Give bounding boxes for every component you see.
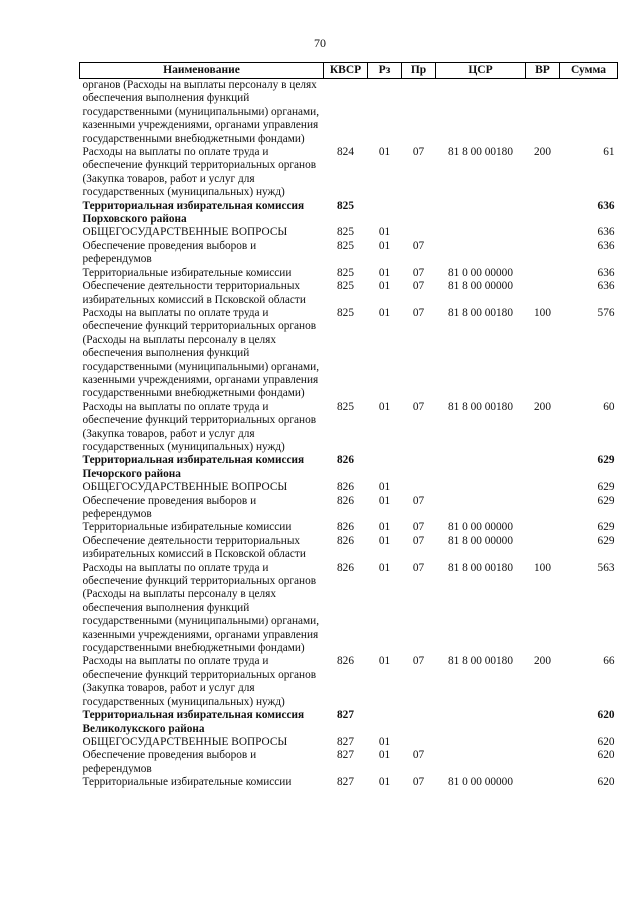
- cell-rz: 01: [378, 146, 391, 159]
- cell-kvsr: 827: [337, 709, 354, 722]
- cell-csr: 81 0 00 00000: [448, 266, 513, 279]
- table-row-commission: [80, 709, 618, 736]
- cell-name: Расходы на выплаты по оплате труда и обеспечение функций территориальных органов (Расходы на выплаты персоналу в целях обеспечения выполнения функций государственными (муниципальными) органами, казенными учреждениями, органами управления государственными внебюджетными фондами): [82, 306, 320, 400]
- cell-kvsr: 827: [337, 749, 354, 762]
- cell-vr: [526, 454, 560, 481]
- cell-sum: 629: [597, 534, 615, 547]
- cell-sum: 66: [603, 655, 615, 668]
- cell-pr: 07: [412, 306, 425, 319]
- cell-pr: 07: [412, 521, 425, 534]
- cell-vr: [526, 481, 560, 494]
- cell-vr: [526, 709, 560, 736]
- cell-csr: 81 8 00 00180: [448, 146, 513, 159]
- cell-vr: 200: [534, 146, 551, 159]
- header-csr: ЦСР: [436, 63, 526, 79]
- cell-name: Расходы на выплаты по оплате труда и обеспечение функций территориальных органов (Закупка товаров, работ и услуг для государственных (муниципальных) нужд): [82, 655, 317, 708]
- cell-csr: [436, 495, 526, 522]
- cell-kvsr: 825: [337, 280, 354, 293]
- cell-rz: 01: [378, 494, 391, 507]
- cell-sum: 629: [597, 454, 615, 467]
- table-row: [80, 535, 618, 562]
- cell-pr: [402, 454, 436, 481]
- cell-vr: [526, 736, 560, 749]
- cell-sum: 629: [597, 494, 615, 507]
- cell-kvsr: 826: [337, 655, 354, 668]
- cell-csr: 81 0 00 00000: [448, 776, 513, 789]
- budget-table-container: [79, 62, 617, 790]
- cell-sum: 636: [597, 266, 615, 279]
- cell-vr: 200: [534, 655, 551, 668]
- cell-pr: [402, 200, 436, 227]
- cell-kvsr: 827: [337, 735, 354, 748]
- cell-rz: 01: [378, 735, 391, 748]
- header-pr: Пр: [402, 63, 436, 79]
- cell-csr: [436, 226, 526, 239]
- cell-sum: 620: [597, 749, 615, 762]
- cell-pr: [402, 736, 436, 749]
- table-row: [80, 776, 618, 789]
- cell-sum: 620: [597, 709, 615, 722]
- cell-sum: 636: [597, 280, 615, 293]
- header-rz: Рз: [368, 63, 402, 79]
- table-row-commission: [80, 200, 618, 227]
- cell-name: Территориальные избирательные комиссии: [82, 266, 292, 279]
- cell-sum: 636: [597, 239, 615, 252]
- cell-pr: 07: [412, 266, 425, 279]
- cell-name: ОБЩЕГОСУДАРСТВЕННЫЕ ВОПРОСЫ: [82, 481, 288, 494]
- cell-csr: 81 8 00 00180: [448, 561, 513, 574]
- cell-rz: [368, 709, 402, 736]
- cell-name: Обеспечение проведения выборов и референдумов: [82, 749, 257, 775]
- cell-pr: [402, 709, 436, 736]
- table-row: [80, 146, 618, 200]
- table-row: [80, 79, 618, 147]
- cell-pr: 07: [412, 749, 425, 762]
- cell-vr: [526, 521, 560, 534]
- header-sum: Сумма: [560, 63, 618, 79]
- header-vr: ВР: [526, 63, 560, 79]
- cell-kvsr: 827: [337, 776, 354, 789]
- cell-kvsr: 826: [337, 521, 354, 534]
- cell-vr: [526, 280, 560, 307]
- cell-csr: [436, 240, 526, 267]
- cell-rz: 01: [378, 239, 391, 252]
- cell-csr: [436, 454, 526, 481]
- cell-pr: [402, 481, 436, 494]
- cell-sum: [560, 79, 618, 147]
- cell-name: Территориальная избирательная комиссия Печорского района: [82, 454, 305, 480]
- header-kvsr: КВСР: [324, 63, 368, 79]
- cell-vr: [526, 240, 560, 267]
- page-number: 70: [314, 36, 326, 50]
- cell-csr: 81 8 00 00180: [448, 306, 513, 319]
- cell-csr: 81 8 00 00180: [448, 400, 513, 413]
- cell-name: Обеспечение деятельности территориальных избирательных комиссий в Псковской области: [82, 280, 306, 306]
- header-name: Наименование: [80, 63, 324, 79]
- cell-vr: [526, 495, 560, 522]
- cell-kvsr: 826: [337, 481, 354, 494]
- cell-rz: 01: [378, 266, 391, 279]
- cell-rz: 01: [378, 280, 391, 293]
- budget-table: [79, 62, 618, 790]
- table-row: [80, 280, 618, 307]
- cell-name: Расходы на выплаты по оплате труда и обеспечение функций территориальных органов (Закупка товаров, работ и услуг для государственных (муниципальных) нужд): [82, 146, 317, 199]
- cell-kvsr: [324, 79, 368, 147]
- table-row: [80, 481, 618, 494]
- cell-csr: [436, 749, 526, 776]
- cell-vr: [526, 267, 560, 280]
- table-row-commission: [80, 454, 618, 481]
- cell-vr: 100: [534, 561, 551, 574]
- cell-rz: 01: [378, 655, 391, 668]
- cell-csr: [436, 200, 526, 227]
- cell-sum: 636: [597, 199, 615, 212]
- cell-vr: [526, 776, 560, 789]
- header-row: [80, 63, 618, 79]
- cell-kvsr: 825: [337, 199, 354, 212]
- cell-name: Расходы на выплаты по оплате труда и обеспечение функций территориальных органов (Расходы на выплаты персоналу в целях обеспечения выполнения функций государственными (муниципальными) органами, казенными учреждениями, органами управления государственными внебюджетными фондами): [82, 561, 320, 655]
- cell-vr: 200: [534, 400, 551, 413]
- cell-pr: [402, 226, 436, 239]
- cell-kvsr: 826: [337, 561, 354, 574]
- cell-name: Территориальная избирательная комиссия Великолукского района: [82, 709, 305, 735]
- cell-csr: [436, 79, 526, 147]
- cell-kvsr: 825: [337, 306, 354, 319]
- cell-rz: 01: [378, 534, 391, 547]
- cell-name: Территориальные избирательные комиссии: [82, 521, 292, 534]
- cell-kvsr: 826: [337, 534, 354, 547]
- cell-rz: [368, 454, 402, 481]
- cell-csr: [436, 481, 526, 494]
- cell-sum: 60: [603, 400, 615, 413]
- table-row: [80, 521, 618, 534]
- cell-pr: 07: [412, 280, 425, 293]
- cell-vr: [526, 749, 560, 776]
- table-row: [80, 655, 618, 709]
- cell-name: Обеспечение проведения выборов и референдумов: [82, 239, 257, 266]
- table-row: [80, 749, 618, 776]
- cell-pr: 07: [412, 534, 425, 547]
- cell-sum: 629: [597, 481, 615, 494]
- table-row: [80, 736, 618, 749]
- cell-rz: 01: [378, 481, 391, 494]
- cell-sum: 629: [597, 521, 615, 534]
- cell-sum: 61: [603, 146, 615, 159]
- cell-rz: 01: [378, 776, 391, 789]
- cell-pr: 07: [412, 655, 425, 668]
- cell-sum: 563: [597, 561, 615, 574]
- table-row: [80, 240, 618, 267]
- cell-rz: [368, 200, 402, 227]
- cell-kvsr: 825: [337, 226, 354, 239]
- cell-kvsr: 825: [337, 266, 354, 279]
- cell-sum: 620: [597, 735, 615, 748]
- cell-vr: 100: [534, 306, 551, 319]
- cell-kvsr: 824: [337, 146, 354, 159]
- cell-csr: [436, 709, 526, 736]
- cell-pr: 07: [412, 776, 425, 789]
- cell-name: Расходы на выплаты по оплате труда и обеспечение функций территориальных органов (Закупка товаров, работ и услуг для государственных (муниципальных) нужд): [82, 400, 317, 453]
- table-row: [80, 226, 618, 239]
- cell-kvsr: 825: [337, 239, 354, 252]
- cell-name: Территориальная избирательная комиссия Порховского района: [82, 199, 305, 226]
- cell-sum: 636: [597, 226, 615, 239]
- cell-rz: 01: [378, 561, 391, 574]
- cell-pr: 07: [412, 494, 425, 507]
- cell-vr: [526, 226, 560, 239]
- cell-rz: 01: [378, 400, 391, 413]
- table-row: [80, 267, 618, 280]
- cell-name: Территориальные избирательные комиссии: [82, 776, 292, 789]
- cell-rz: 01: [378, 749, 391, 762]
- cell-csr: 81 8 00 00000: [448, 534, 513, 547]
- cell-name: Обеспечение деятельности территориальных избирательных комиссий в Псковской области: [82, 534, 306, 561]
- cell-pr: 07: [412, 239, 425, 252]
- cell-pr: 07: [412, 561, 425, 574]
- cell-kvsr: 826: [337, 494, 354, 507]
- cell-kvsr: 825: [337, 400, 354, 413]
- table-row: [80, 495, 618, 522]
- cell-rz: 01: [378, 521, 391, 534]
- cell-sum: 620: [597, 776, 615, 789]
- table-row: [80, 307, 618, 401]
- table-body: [80, 79, 618, 790]
- cell-csr: 81 0 00 00000: [448, 521, 513, 534]
- cell-csr: [436, 736, 526, 749]
- table-row: [80, 401, 618, 455]
- cell-name: ОБЩЕГОСУДАРСТВЕННЫЕ ВОПРОСЫ: [82, 735, 288, 748]
- cell-vr: [526, 535, 560, 562]
- cell-pr: [402, 79, 436, 147]
- cell-rz: [368, 79, 402, 147]
- cell-name: Обеспечение проведения выборов и референдумов: [82, 494, 257, 520]
- cell-name: ОБЩЕГОСУДАРСТВЕННЫЕ ВОПРОСЫ: [82, 226, 288, 239]
- cell-csr: 81 8 00 00000: [448, 280, 513, 293]
- table-row: [80, 562, 618, 656]
- cell-rz: 01: [378, 226, 391, 239]
- cell-sum: 576: [597, 306, 615, 319]
- cell-csr: 81 8 00 00180: [448, 655, 513, 668]
- cell-vr: [526, 79, 560, 147]
- cell-vr: [526, 200, 560, 227]
- cell-pr: 07: [412, 146, 425, 159]
- cell-pr: 07: [412, 400, 425, 413]
- cell-rz: 01: [378, 306, 391, 319]
- cell-name: органов (Расходы на выплаты персоналу в целях обеспечения выполнения функций государственными (муниципальными) органами, казенными учреждениями, органами управления государственными внебюджетными фондами): [82, 79, 320, 145]
- cell-kvsr: 826: [337, 454, 354, 467]
- table-header: [80, 63, 618, 79]
